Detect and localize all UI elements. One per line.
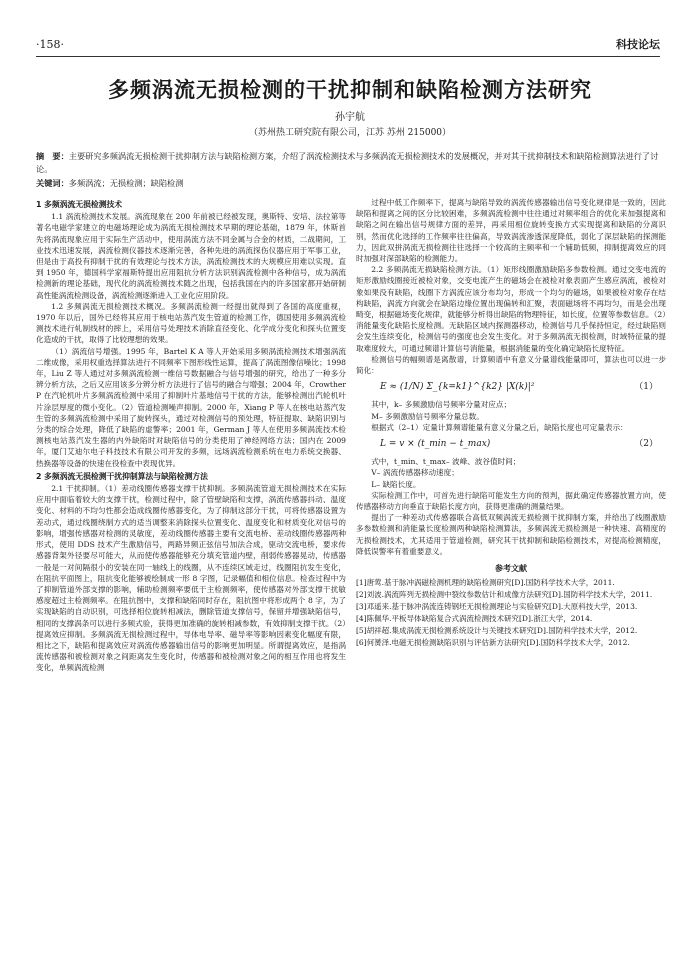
equation-number: （1） <box>634 382 658 393</box>
paragraph: 1.2 多频涡流无损检测技术概况。多频涡流检测一经提出就得到了各国的高度重视，1970 年以后，国外已经将其应用于核电站蒸汽发生管道的检测工作，德国使用多频涡流检测技术进行轧制线材的摔上，采用信号处理技术消除直径变化、化学成分变化和探头位置变化造成的干扰，取得了比较理想的效果。 <box>36 301 346 345</box>
abstract-label: 摘 要： <box>36 151 69 161</box>
reference-item: [4]陈佩华.平板导体缺陷复合式涡流检测技术研究[D].浙江大学，2014. <box>356 614 593 624</box>
reference-item: [2]刘波.涡流阵列无损检测中裂纹参数估计和成像方法研究[D].国防科学技术大学，2011. <box>356 590 653 600</box>
keywords <box>36 178 660 189</box>
equation-body: L = v × (t_min − t_max) <box>380 439 491 450</box>
equation-2 <box>356 439 666 450</box>
keywords-label: 关键词： <box>36 178 69 188</box>
equation-number: （2） <box>634 439 658 450</box>
paragraph: 2.1 干扰抑制。（1）差动线圈传感器支撑干扰抑制。多频涡流管道无损检测技术在实际应用中面临着较大的支撑干扰，检测过程中，除了管壁缺陷和支撑，涡流传感器抖动、温度变化、材料的不均匀性都会造成线圈传感器变化，为了抑制这部分干扰，可将传感器设置为差动式，通过线圈绕制方式的适当调整来消除探头位置变化、温度变化和材质变化对信号的影响，增强传感器对检测的灵敏度，差动线圈传感器主要有交流电桥、差动线圈传感器两种形式，使用 DDS 技术产生激励信号，两路异频正弦信号加法合成，驱动交流电桥，要求传感器背架外径要尽可能大，从而使传感器能够充分填充管道内壁，削弱传感器晃动，传感器一般是一对间隔很小的安装在同一轴线上的线圈，从不连续区域走过，线圈阻抗发生变化，在阻抗平面图上，阻抗变化能够被绘制成一形 8 字图，记录幅值和相位信息。检查过程中为了抑制管道外部支撑的影响，辅助检测频率要低于主检测频率，使传感器对外部支撑干扰敏感度超过主检测频率。在阻抗图中，支撑和缺陷同时存在，阻抗图中将形成两个 8 字，为了实现缺陷的自动识别，可选择相位旋转相减法，删除管道支撑信号，保留并增强缺陷信号，相同的支撑涡条可以进行多频式验，获得更加准确的旋转相减参数，有效抑制支撑干扰。（2）提离效应抑制。多频涡流无损检测过程中，导体电导率、磁导率等影响因素变化幅度有限，相比之下，缺陷和提离效应对涡流传感器输出信号的影响更加明显。所谓提离效应，是指涡流传感器和被检测对象之间距离发生变化时，传感器和被检测对象之间的相互作用也将发生变化，单频涡流检测 <box>36 484 346 673</box>
paragraph: V– 涡流传感器移动速度； <box>371 468 459 478</box>
reference-item: [5]胡祥超.集成涡流无损检测系统设计与关键技术研究[D].国防科学技术大学，2012. <box>356 626 638 636</box>
reference-item: [6]何赟泽.电磁无损检测缺陷识别与评估新方法研究[D].国防科学技术大学，2012. <box>356 638 630 648</box>
right-column <box>356 197 666 649</box>
paragraph: 式中，t_min、t_max– 波峰、波谷值时间； <box>371 457 521 467</box>
keywords-text: 多频涡流；无损检测；缺陷检测 <box>68 178 184 188</box>
paragraph: 过程中低工作频率下，提离与缺陷导致的涡流传感器输出信号变化规律是一致的，因此缺陷和提离之间的区分比较困难，多频涡流检测中往往通过对频率组合的优化来加强提离和缺陷之间在输出信号规律方面的差异，再采用相位旋转变换方式实现提离和缺陷的分离识别，然而优化选择的工作频率往往偏高，导致涡流渗透深度降低，弱化了深层缺陷的探测能力，因此双拼涡流无损检测往往选择一个较高的主频率和一个辅助低频，抑制提离效应的同时加强对深部缺陷的检测能力。 <box>356 198 666 264</box>
references-heading: 参考文献 <box>495 564 527 574</box>
paragraph: 其中，k– 多频激励信号频率分量对应点； <box>371 400 512 410</box>
author: 孙宇航 <box>335 112 365 123</box>
affiliation: （苏州热工研究院有限公司，江苏 苏州 215000） <box>248 128 452 138</box>
paragraph: 1.1 涡流检测技术发展。涡流现象在 200 年前被已经被发现，奥斯特、安培、法拉第等著名电磁学家建立的电磁场理论成为涡流无损检测技术早期的理论基础，1879 年，休斯首先将涡流现象应用于实际生产活动中，使用涡流方法不同金属与合金的材质，二战期间，工业技术迅速发展，涡流检测仪器技术逐渐完善，各种先进的涡流探伤仪器应用于军事工业，但是由于高投有抑制干扰的有效理论与技术方法，涡流检测技术的大规模应用难以实现。直到 1950 年，德国科学家福斯特提出应用阻抗分析方法识别涡流检测中各种信号，成为涡流检测新的理论基础，现代化的涡流检测技术随之出现，包括我国在内的许多国家都开始研制高性能涡流检测设备，涡流检测逐渐进入工业化应用阶段。 <box>36 212 346 300</box>
paragraph: 提出了一种差动式传感器联合高低双频涡流无损检测干扰抑制方案，并给出了线圈激励多参数检测和消能量长度检测两种缺陷检测算法，多频涡流无损检测是一种快速、高精度的无损检测技术，尤其适用于管道检测，研究其干扰抑制和缺陷检测技术，对提高检测精度，降低误警率有着重要意义。 <box>356 513 666 556</box>
section-heading: 1 多频涡流无损检测技术 <box>36 200 123 209</box>
paragraph: 实际检测工作中，可首先进行缺陷可能发生方向的预判，据此确定传感器放置方向，使传感器移动方向垂直于缺陷长度方向，获得更准确的测量结果。 <box>356 490 666 512</box>
article-title: 多频涡流无损检测的干扰抑制和缺陷检测方法研究 <box>108 78 592 102</box>
abstract-text: 主要研究多频涡流无损检测干扰抑制方法与缺陷检测方案，介绍了涡流检测技术与多频涡流无损检测技术的发展概况，并对其干扰抑制技术和缺陷检测算法进行了讨论。 <box>36 151 659 174</box>
paragraph: 2.2 多频涡流无损缺陷检测方法。（1）矩形线圈激励缺陷多参数检测。通过交变电流的矩形激励线圈接近被检对象，交变电流产生的磁场会在被检对象表面产生感应涡流，被检对象如果没有缺陷，线圈下方涡流应该分布均匀，形成一个均匀的磁场，如果被检对象存在结构缺陷，涡流方向就会在缺陷边缘位置出现偏转和汇聚，表面磁场将不再均匀，而是会出现畸变，根据磁场变化规律，就能够分析得出缺陷的物理特征，如长度，位置等参数信息。（2）消能量变化缺陷长度检测。无缺陷区域内探测器移动，检测信号几乎保持恒定，经过缺陷则会发生连续变化，检测信号的强度也会发生变化。对于多频涡流无损检测，时域特征量的提取难度较大，可通过频谱计算信号消能量，根据消能量的变化确定缺陷长度特征。 <box>356 265 666 353</box>
journal-section: 科技论坛 <box>616 38 660 51</box>
paragraph: L– 缺陷长度。 <box>371 479 421 489</box>
paragraph: 检测信号的幅频谱是离散谱，计算频谱中有意义分量谱线能量即可，算法也可以进一步简化： <box>356 354 666 376</box>
left-column <box>36 197 346 674</box>
equation-1 <box>356 382 666 393</box>
section-heading: 2 多频涡流无损检测干扰抑制算法与缺陷检测方法 <box>36 471 208 481</box>
reference-item: [1]唐莺.基于脉冲涡磁检测机理的缺陷检测研究[D].国防科学技术大学，2011. <box>356 578 615 588</box>
paragraph: （1）涡流信号增强。1995 年，Bartel K A 等人开始采用多频涡流检测技术增强涡流二维成像，采用权重选择算法进行不同频率下图形线性运算，提高了涡流图像信噪比；1998 年，Liu Z 等人通过对多频涡流检测一维信号数据融合与信号增强的研究，给出了一种多分辨分析方法，之后又应用该多分辨分析方法进行了信号的融合与增强；2004 年，Crowther P 在汽轮机叶片多频涡流检测中采用了抑制叶片基地信号干扰的方法，能够检测出汽轮机叶片涂层厚度的微小变化。（2）管道检测噪声抑制。2000 年，Xiang P 等人在核电站蒸汽发生管的多频涡流检测中采用了旋转探头，通过对检测信号的预处理，特征提取、缺陷识别与分类的综合处理，降低了缺陷的虚警率；2001 年，German J 等人在使用多频涡流技术检测核电站蒸汽发生器的内外缺陷时对缺陷信号的分类使用了神经网络方法；国内在 2009 年，厦门艾迪尔电子科技技术有限公司开发的多频，远场涡流检测系统在电力系统交换器、热换器等设备的快速在役检查中表现优异。 <box>36 346 346 468</box>
equation-body: E ≈ (1/N) Σ_{k=k1}^{k2} |X(k)|² <box>380 382 535 393</box>
reference-item: [3]邓遥来.基于脉冲涡流连铸钢坯无损检测理论与实验研究[D].大原科技大学，2013. <box>356 602 638 612</box>
page-number: ·158· <box>36 38 64 51</box>
page-header <box>36 30 660 57</box>
abstract <box>36 150 660 175</box>
paragraph: 根据式（2–1）定量计算频谱能量有意义分量之后，缺陷长度也可定量表示： <box>371 422 628 432</box>
paragraph: M– 多频激励信号频率分量总数。 <box>371 411 484 421</box>
